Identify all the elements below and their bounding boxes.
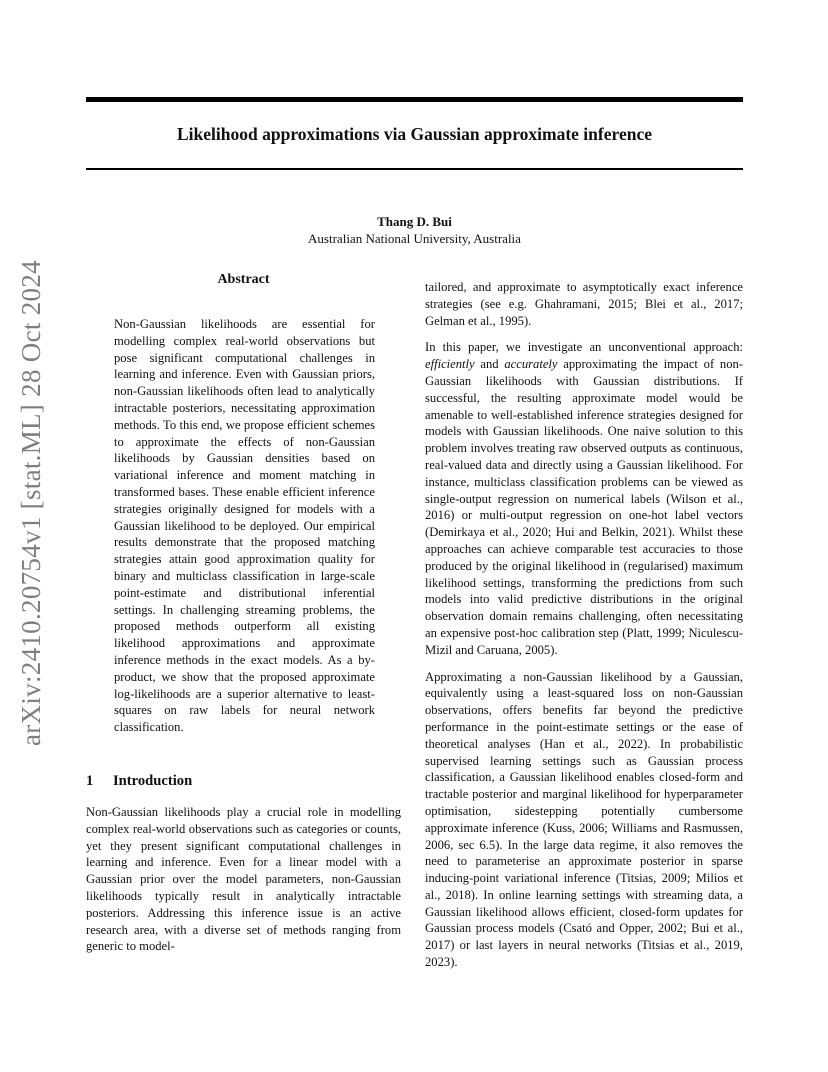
- intro-paragraph-3: Approximating a non-Gaussian likelihood by a Gaussian, equivalently using a least-squared loss on non-Gaussian observations, offers benefits far beyond the predictive performance in the point-estimate settings or the ease of theoretical analyses (Han et al., 2022). In probabilistic supervised learning settings such as Gaussian process classification, a Gaussian likelihood enables closed-form and tractable posterior and marginal likelihood for hyperparameter optimisation, sidestepping potentially cumbersome approximate inference (Kuss, 2006; Williams and Rasmussen, 2006, sec 6.5). In the large data regime, it also removes the need to parameterise an approximate posterior in sparse inducing-point variational inference (Titsias, 2009; Milios et al., 2018). In online learning settings with streaming data, a Gaussian likelihood allows efficient, closed-form updates for Gaussian process models (Csató and Opper, 2002; Bui et al., 2017) or last layers in neural networks (Titsias et al., 2019, 2023).: [425, 669, 743, 970]
- para2-emphasis-accurately: accurately: [504, 357, 558, 372]
- left-column: [86, 271, 401, 955]
- author-block: [86, 213, 743, 247]
- right-column: [425, 279, 743, 971]
- abstract-heading: Abstract: [217, 272, 270, 287]
- intro-paragraph-1: Non-Gaussian likelihoods play a crucial role in modelling complex real-world observations such as categories or counts, yet they present significant computational challenges in learning and inference. Even for a linear model with a Gaussian prior over the model parameters, non-Gaussian likelihoods typically result in analytically intractable posteriors. Addressing this inference issue is an active research area, with a diverse set of methods ranging from generic to model-: [86, 804, 401, 954]
- para2-text-a: In this paper, we investigate an unconventional approach:: [425, 340, 743, 355]
- para2-text-c: approximating the impact of non-Gaussian likelihoods with Gaussian distributions. If successful, the resulting approximate model would be amenable to well-established inference strategies designed for models with Gaussian likelihoods. One naive solution to this problem involves treating raw observed outputs as continuous, real-valued data and directly using a Gaussian likelihood. For instance, multiclass classification problems can be viewed as single-output regression on numerical labels (Wilson et al., 2016) or multi-output regression on one-hot label vectors (Demirkaya et al., 2020; Hui and Belkin, 2021). Whilst these approaches can achieve comparable test accuracies to those produced by the original likelihood in (regularised) maximum likelihood settings, transforming the predictions from such models into valid predictive distributions in the original observation domain remains challenging, often necessitating an expensive post-hoc calibration step (Platt, 1999; Niculescu-Mizil and Caruana, 2005).: [425, 357, 744, 657]
- author-name: Thang D. Bui: [377, 214, 452, 229]
- abstract-text: Non-Gaussian likelihoods are essential for modelling complex real-world observations but pose significant computational challenges in learning and inference. Even with Gaussian priors, non-Gaussian likelihoods often lead to analytically intractable posteriors, necessitating approximation methods. To this end, we propose efficient schemes to approximate the effects of non-Gaussian likelihoods by Gaussian densities based on variational inference and moment matching in transformed bases. These enable efficient inference strategies originally designed for models with a Gaussian likelihood to be deployed. Our empirical results demonstrate that the proposed matching strategies attain good approximation quality for binary and multiclass classification in large-scale point-estimate and distributional inferential settings. In challenging streaming problems, the proposed methods outperform all existing likelihood approximations and approximate inference methods in the exact models. As a by-product, we show that the proposed approximate log-likelihoods are a superior alternative to least-squares on raw labels for neural network classification.: [114, 317, 375, 735]
- intro-paragraph-1-continued: tailored, and approximate to asymptotically exact inference strategies (see e.g. Ghahramani, 2015; Blei et al., 2017; Gelman et al., 1995).: [425, 280, 743, 328]
- intro-paragraph-2: [425, 339, 743, 658]
- section-title: Introduction: [113, 772, 193, 789]
- arxiv-stamp: arXiv:2410.20754v1 [stat.ML] 28 Oct 2024: [16, 260, 46, 746]
- paper-title: Likelihood approximations via Gaussian approximate inference: [177, 124, 652, 144]
- top-rule: [86, 97, 743, 102]
- para2-text-b: and: [474, 357, 505, 372]
- author-affiliation: Australian National University, Australia: [308, 231, 521, 246]
- title-rule: [86, 168, 743, 170]
- section-number: 1: [86, 772, 94, 789]
- para2-emphasis-efficiently: efficiently: [425, 357, 475, 372]
- section-heading-introduction: [86, 772, 401, 790]
